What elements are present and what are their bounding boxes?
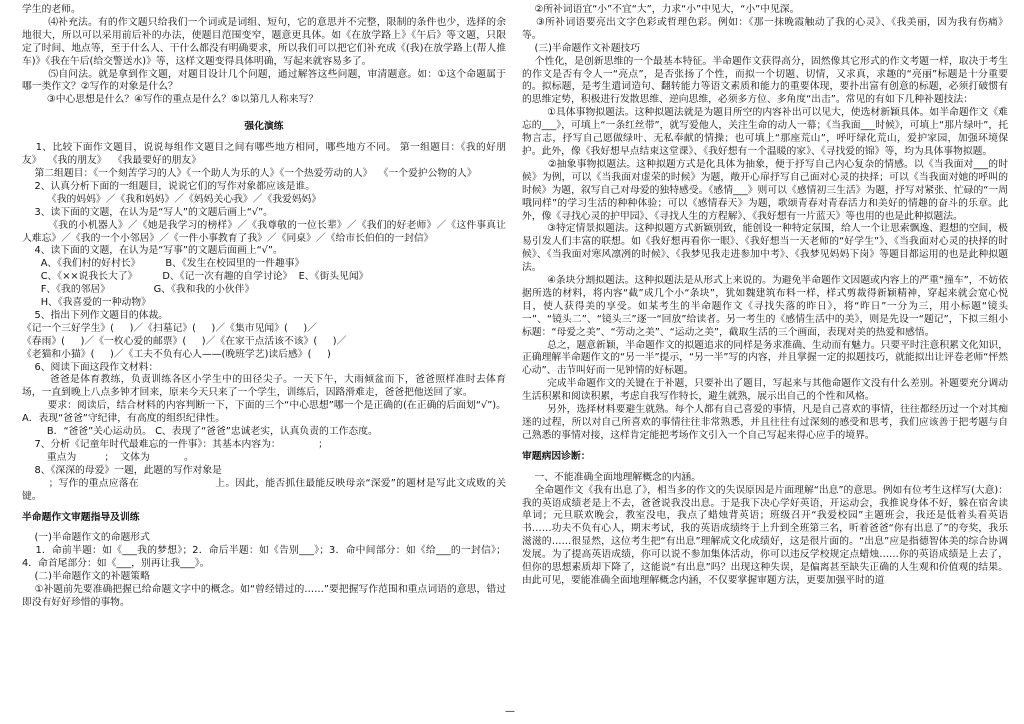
paragraph: ③特定情景拟题法。这种拟题方式新颖别致，能创设一种特定氛围，给人一个让思索飘逸、遐想的空间，极易引发人们丰富的联想。如《我好想再看你一眼》、《我好想当一天老师的“好学生”》、《当我面对心灵的抉择的时候》、《当我面对寒风凛冽的时候》、《我梦见我走进参加中考》、《我梦见妈妈下岗》等题目都运用的也是此种拟题法。 (522, 223, 1008, 274)
right-column (522, 4, 1008, 588)
paragraph: 全命题作文《我有出息了》，相当多的作文的失误原因是片面理解“出息”的意思。例如有位考生这样写(大意)：我的英语成绩老是上不去，爸爸说我没出息。于是我下决心学好英语，开运动会，我推说身体不好，躲在宿舍读单词；元旦联欢晚会，教室没电，我点了蜡烛背英语；班级召开“我爱校园”主题班会，我还是低着头看英语书……功夫不负有心人，期末考试，我的英语成绩终于上升到全班第三名，听着爸爸“你有出息了”的夸奖，我乐滋滋的……很显然，这位考生把“有出息”理解成文化成绩好，这是很片面的。“出息”应是指德智体美的综合协调发展。为了提高英语成绩，你可以说不参加集体活动，你可以违反学校规定点蜡烛……你的英语成绩是上去了，但你的思想素质却下降了，这能说“有出息”吗？出现这种失误，是偏离甚至缺失正确的人生观和价值观的结果。由此可见，要能准确全面地理解概念内涵，不仅要掌握审题方法，更要加强平时的道 (522, 484, 1008, 586)
page-number: — (505, 706, 515, 717)
paragraph: ⑷补充法。有的作文题只给我们一个词或是词组、短句，它的意思并不完整，限制的条件也少，选择的余地很大，所以可以采用前后补的办法，使题目范围变窄，题意更具体。如《在放学路上》《午后》等文题，只限定了时间、地点等，至于什么人、干什么都没有明确要求，所以我们可以把它们补充成《(我)在放学路上(帮人推车)》《我在午后(给交警送水)》等，这样文题变得具体明确，写起来就容易多了。 (22, 16, 506, 67)
paragraph: ③中心思想是什么？④写作的重点是什么？⑤以第几人称来写？ (22, 94, 319, 106)
paragraph: 6、阅读下面这段作文材料： (22, 361, 159, 373)
paragraph: ③所补词语要亮出文字色彩或哲理色彩。例如：《那一抹晚霞触动了我的心灵》、《我美丽，因为我有伤痛》等。 (522, 16, 1008, 41)
paragraph: 完成半命题作文的关键在于补题，只要补出了题目，写起来与其他命题作文没有什么差别。补题要充分调动生活积累和阅读积累，考虑自我写作特长，避生就熟，展示出自己的个性和风格。 (522, 378, 1009, 403)
paragraph: ；写作的重点应落在 上。因此，能否抓住最能反映母亲“深爱”的题材是写此文成败的关键。 (22, 477, 506, 502)
paragraph: 《我的小机器人》／《她是我学习的榜样》／《我尊敬的一位长辈》／《我们的好老师》／《这件事真让人难忘》／《我的一个小邻居》／《一件小事教育了我》／《同桌》／《给市长伯伯的一封信》 (22, 219, 506, 244)
paragraph: ②所补词语宜“小”不宜“大”，力求“小”中见大，“小”中见深。 (522, 4, 800, 15)
paragraph: 1．命前半题：如《___我的梦想》；2．命后半题：如《告别___》；3．命中间部分：如《给___的一封信》；4．命首尾部分：如《___，别再让我___》。 (22, 545, 506, 570)
paragraph: 另外，选择材料要避生就熟。每个人都有自己喜爱的事情，凡是自己喜欢的事情，往往都经历过一个对其痴迷的过程，所以对自己所喜欢的事情往往非常熟悉，并且往往有过深刻的感受和思考，我们应该善于把考题与自己熟悉的事情对接，这样肯定能把考场作文引入一个自己写起来得心应手的境界。 (522, 404, 1009, 441)
paragraph: 8、《深深的母爱》一题，此题的写作对象是 (22, 464, 341, 476)
section-heading: 半命题作文审题指导及训练 (22, 511, 140, 523)
paragraph: 总之，题意新颖，半命题作文的拟题追求的同样是务求准确、生动而有魅力。只要平时注意积累文化知识，正确理解半命题作文的“另一半”提示，“另一半”写的内容，并且掌握一定的拟题技巧，就能拟出让评卷老师“怦然心动”、击节叫好而一见钟情的好标题。 (522, 339, 1009, 377)
paragraph: ⑸自问法。就是拿到作文题，对题目设计几个问题，通过解答这些问题，审清题意。如：①这个命题属于哪一类作文？②写作的对象是什么？ (22, 68, 506, 93)
paragraph: 要求：阅读后，结合材料的内容判断一下，下面的三个“中心思想”哪一个是正确的(在正确的后面划“√”)。 A．表现“爸爸”守纪律，有高度的组织纪律性。 (22, 400, 510, 425)
paragraph: C、《××说我长大了》 D、《记一次有趣的自学讨论》 E、《街头见闻》 (22, 271, 369, 283)
paragraph: 《老猫和小猫》( )／《工夫不负有心人——(晚班学艺)读后感》( ) (22, 348, 331, 360)
paragraph: B．“爸爸”关心运动员。 C、表现了“爸爸”忠诚老实，认真负责的工作态度。 (22, 426, 378, 438)
paragraph: F、《我的邻居》 G、《我和我的小伙伴》 (22, 284, 255, 296)
paragraph: 《我的妈妈》／《我和妈妈》／《妈妈关心我》／《我爱妈妈》 (22, 193, 322, 205)
left-column (22, 4, 510, 610)
paragraph: (三)半命题作文补题技巧 (522, 42, 641, 54)
paragraph: 《春雨》( )／《一枚心爱的邮票》( )／《在家干点活该不该》( )／ (22, 335, 347, 347)
paragraph: 个性化，是创新思维的一个最基本特征。半命题作文获得高分，固然像其它形式的作文考题一样，取决于考生的作文是否有令人一“亮点”，是否张扬了个性，而拟一个切题、切情，又求真，求趣的“亮丽”标题是十分重要的。拟标题，是考生遣词造句、翻转能力等语文素质和能力的重要体现，要扑出富有创意的标题，必须打破惯有的思维定势，积极进行发散思维、逆向思维，必须多方位、多角度“出击”。常见的有如下几种补题技法： (522, 55, 1008, 106)
paragraph: 爸爸是体育教练，负责训练各区小学生中的田径尖子。一天下午，大雨倾盆而下，爸爸照样准时去体育场，一直到晚上八点多钟才回来，原来今天只来了一个学生，训练后，因路滑难走，爸爸把他送回了家。 (22, 374, 506, 399)
paragraph: 7、分析《记童年时代最难忘的一件事》：其基本内容为： ； (22, 439, 328, 450)
section-heading: 强化演练 (244, 121, 284, 133)
section-heading: 审题病因诊断： (522, 450, 591, 462)
paragraph: 2、认真分析下面的一组题目，说说它们的写作对象都应该是谁。 (22, 180, 316, 192)
paragraph: ②抽象事物拟题法。这种拟题方式是化具体为抽象，便于抒写自己内心复杂的情感。以《当我面对___的时候》为例，可以《当我面对虚荣的时候》为题，敞开心扉抒写自己面对心灵的抉择；可以《当我面对她的呼叫的时候》为题，叙写自己对母爱的独特感受。《感情___》则可以《感情初三生活》为题，抒写对紧张、忙碌的“一周哦同样”的学习生活的种种体验；可以《感情春天》为题，歌颂青春对青春活力和美好的情趣的奋斗的乐章。此外，像《寻找心灵的护甲园》、《寻找人生的方程解》、《我好想有一片蓝天》等也用的也是此种拟题法。 (522, 158, 1008, 222)
paragraph: 3、读下面的文题，在认为是“写人”的文题后画上“√”。 (22, 206, 273, 218)
paragraph: 1、比较下面作文题目，说说每组作文题目之间有哪些地方相同，哪些地方不同。 第一组题目：《我的好朋友》 《我的朋友》 《我最要好的朋友》 (22, 142, 506, 167)
paragraph: 5、指出下列作文题目的体裁。 (22, 309, 169, 321)
paragraph: 一、不能准确全面地理解概念的内涵。 (522, 471, 702, 483)
paragraph: 重点为 ； 文体为 。 (22, 451, 194, 463)
paragraph: 4、读下面的文题，在认为是“写事”的文题后面画上“√”。 (22, 245, 283, 257)
paragraph: 第二组题目：《一个刻苦学习的人》《一个助人为乐的人》《一个热爱劳动的人》 《一个爱护公物的人》 (22, 167, 477, 179)
paragraph: ④条块分割拟题法。这种拟题法是从形式上来说的。为避免半命题作文因题或内容上的严重“撞车”，不妨依据所选的材料，将内容“截”成几个小“条块”，犹如魏建筑布料一样，样式剪裁得新颖精神，穿起来就会宽心悦目，使人获得美的享受。如某考生的半命题作文《寻找失落的昨日》，将“昨日”一分为三，用小标题“镜头一”、“镜头二”、“镜头三”逐一“回放”给读者。另一考生的《感情生活中的美》，则是先设一“题记”，下拟三组小标题：“母爱之美”、“劳动之美”、“运动之美”，截取生活的三个画面，表现对美的热爱和感悟。 (522, 275, 1008, 338)
paragraph: A、《我们村的好村长》 B、《发生在校园里的一件趣事》 (22, 258, 305, 270)
paragraph: 《记一个三好学生》( )／《扫墓记》( )／《集市见闻》( )／ (22, 322, 317, 334)
paragraph: H、《我喜爱的一种动物》 (22, 297, 151, 309)
paragraph: 学生的老师。 (22, 4, 81, 15)
paragraph: ①具体事物拟题法。这种拟题法就是为题目所空的内容补出可以见大，使选材新颖具体。如半命题作文《难忘的___》，可填上“一条红丝带”，就写爱他人，关注生命的动人一幕；《当我面___时候》，可填上“那片绿叶”，托物言志，抒写自己愿做绿叶、无私奉献的情操；也可填上“那座荒山”，呼吁绿化荒山，爱护家园，加强环境保护。此外，像《我好想早点结束这堂课》、《我好想有一个温暖的家》、《寻找爱的锦》等，均为具体事物拟题。 (522, 107, 1008, 157)
paragraph: (一)半命题作文的命题形式 (22, 532, 150, 544)
paragraph: ①补题前先要准确把握已给命题文字中的概念。如“曾经错过的……”要把握写作范围和重点词语的意思，错过即没有好好珍惜的事物。 (22, 584, 506, 608)
paragraph: (二)半命题作文的补题策略 (22, 571, 150, 583)
